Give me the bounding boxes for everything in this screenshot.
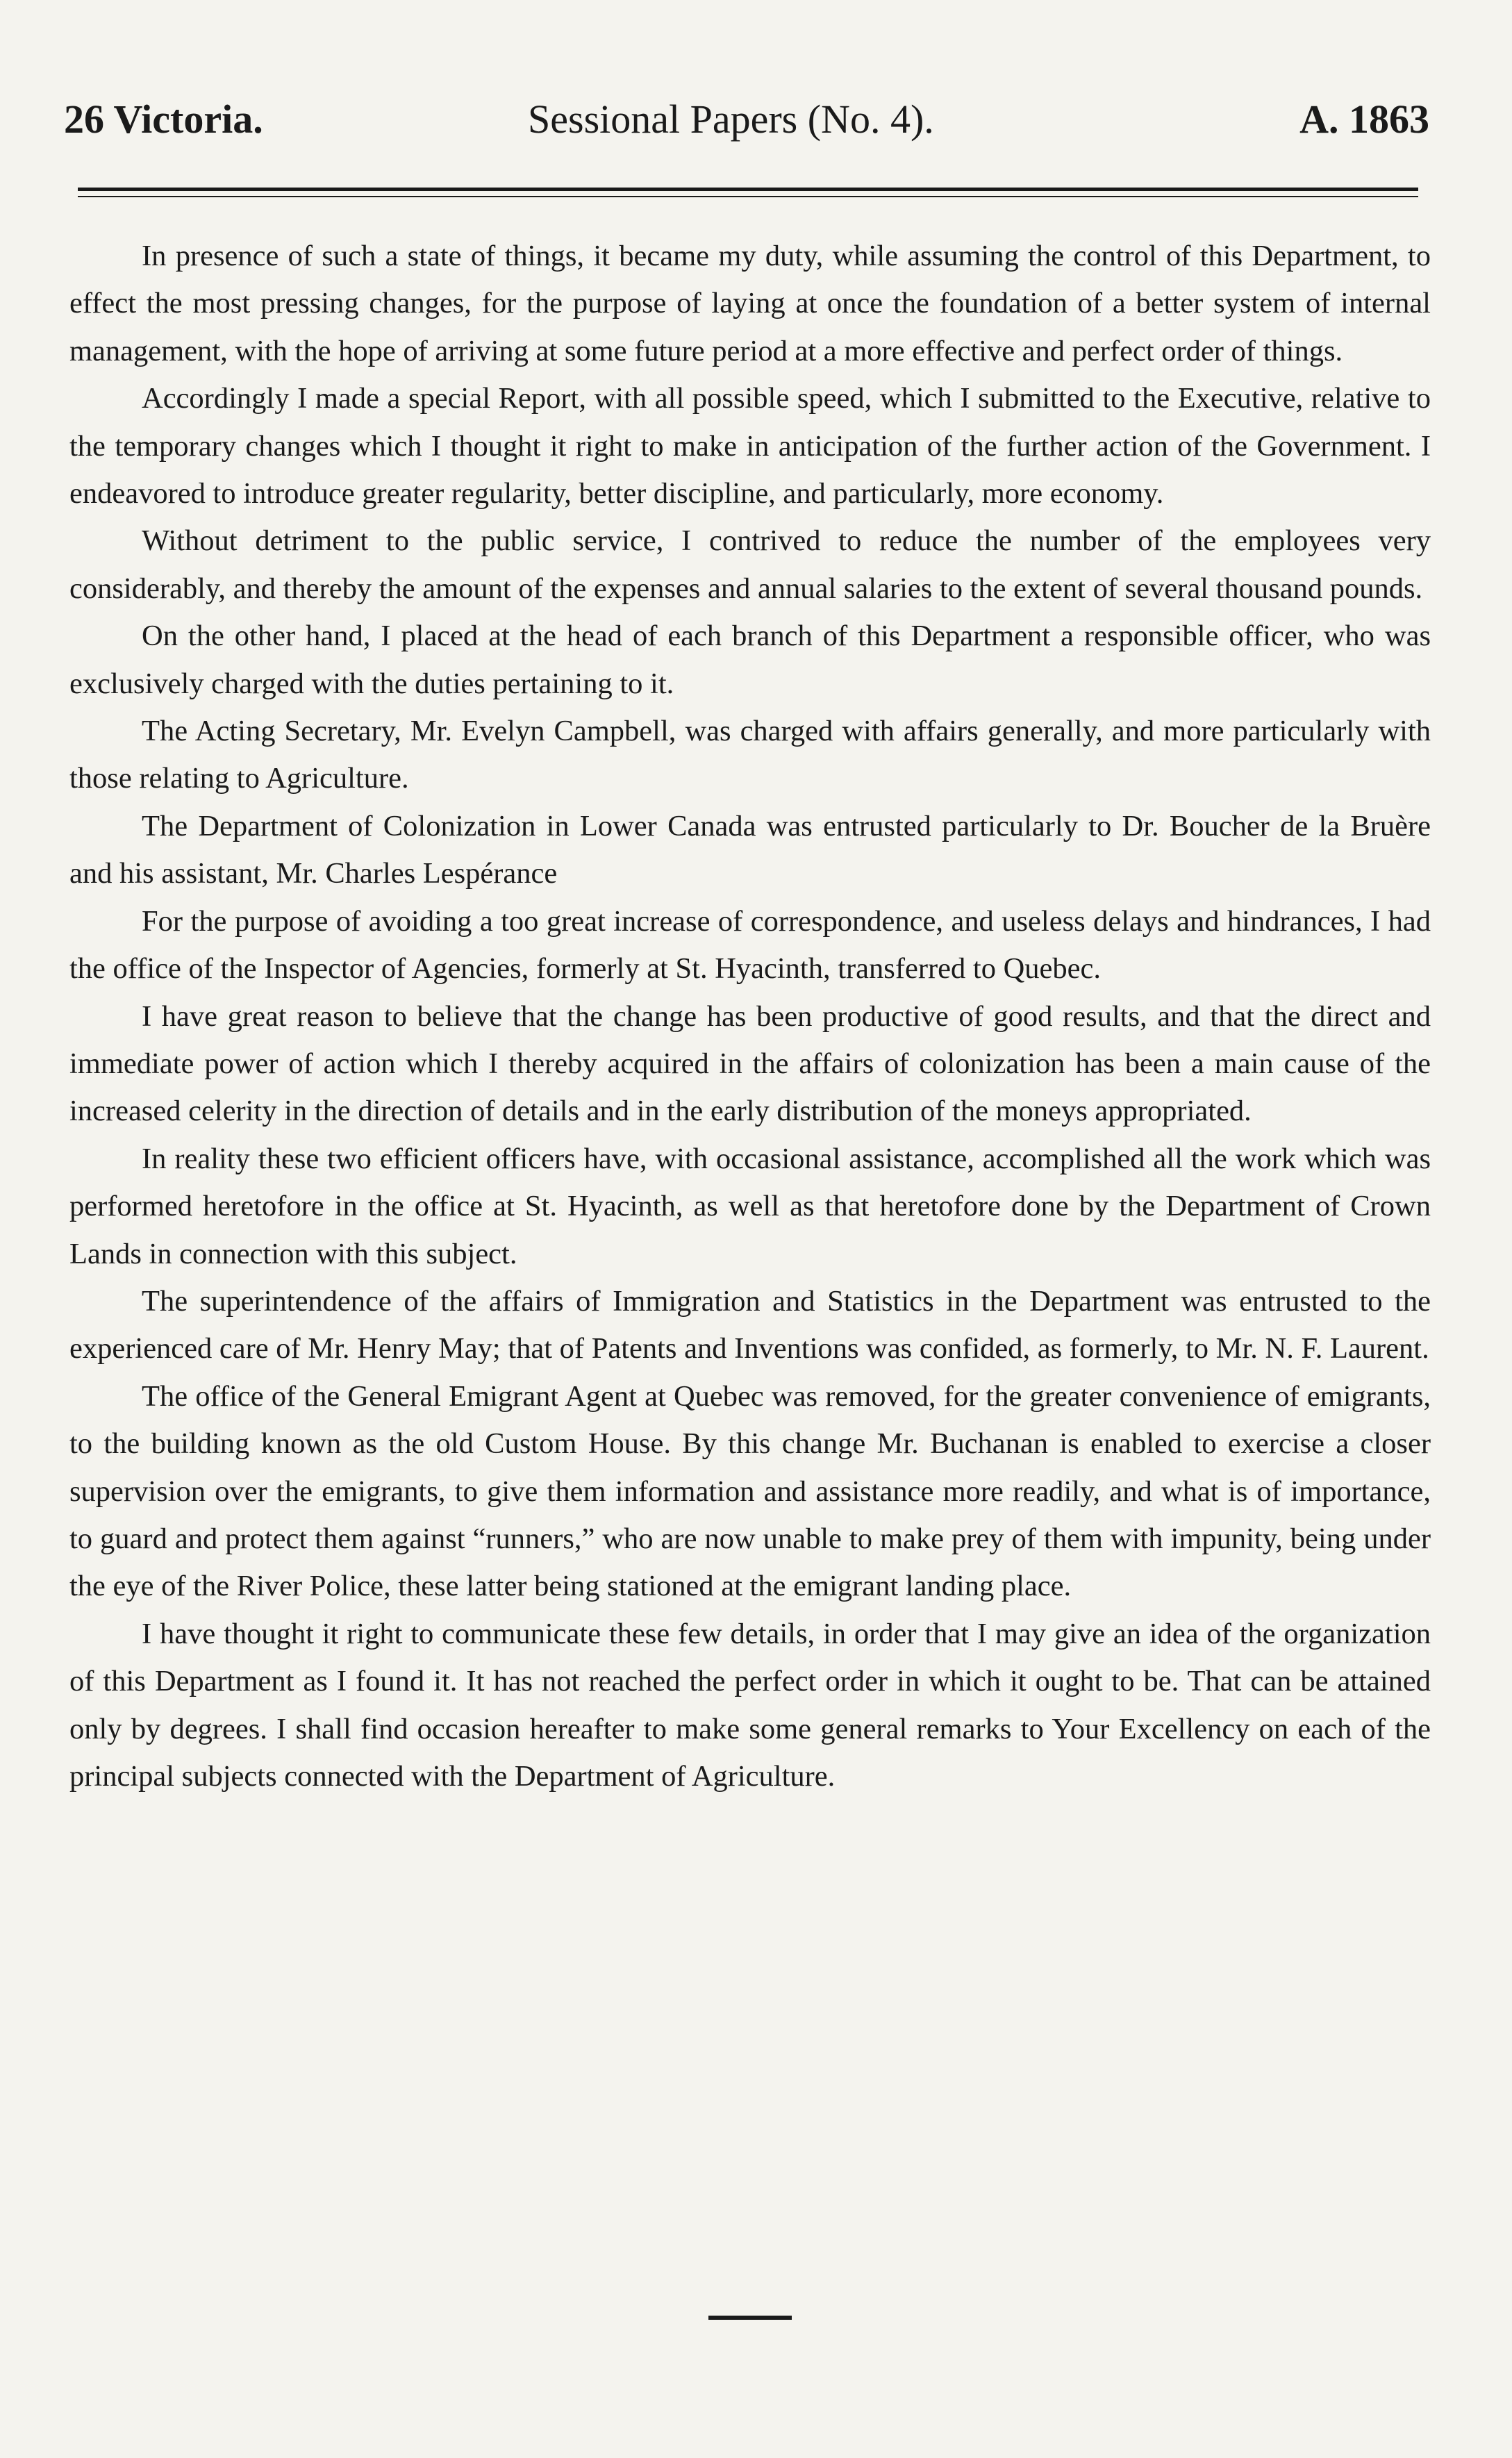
paragraph-8: I have great reason to believe that the change has been productive of good results, and that the direct and immediate power of action which I thereby acquired in the affairs of colonization has been a main cause of the increased celerity in the direction of details and in the early distribution of the moneys appropriated. [69, 999, 1431, 1128]
paragraph-12: I have thought it right to communicate these few details, in order that I may give an idea of the organization of this Department as I found it. It has not reached the perfect order in which it ought to be. That can be attained only by degrees. I shall find occasion hereafter to make some general remarks to Your Excellency on each of the principal subjects connected with the Department of Agriculture. [69, 1617, 1431, 1793]
paragraph-5: The Acting Secretary, Mr. Evelyn Campbell, was charged with affairs generally, and more particularly with those relating to Agriculture. [69, 715, 1431, 795]
paragraph-11: The office of the General Emigrant Agent at Quebec was removed, for the greater convenience of emigrants, to the building known as the old Custom House. By this change Mr. Buchanan is enabled to exercise a closer supervision over the emigrants, to give them information and assistance more readily, and what is of importance, to guard and protect them against “runners,” who are now unable to make prey of them with impunity, being under the eye of the River Police, these latter being stationed at the emigrant landing place. [69, 1379, 1431, 1603]
report-body [69, 233, 1431, 1800]
end-rule [708, 2316, 792, 2320]
paragraph-4: On the other hand, I placed at the head of each branch of this Department a responsible officer, who was exclusively charged with the duties pertaining to it. [69, 620, 1431, 700]
paragraph-10: The superintendence of the affairs of Immigration and Statistics in the Department was entrusted to the experienced care of Mr. Henry May; that of Patents and Inventions was confided, as formerly, to Mr. N. F. Laurent. [69, 1284, 1431, 1365]
page-header [61, 96, 1443, 151]
paragraph-6: The Department of Colonization in Lower Canada was entrusted particularly to Dr. Boucher de la Bruère and his assistant, Mr. Charles Lespérance [69, 809, 1431, 890]
header-session: 26 Victoria. [64, 97, 263, 142]
paragraph-3: Without detriment to the public service, I contrived to reduce the number of the employees very considerably, and thereby the amount of the expenses and annual salaries to the extent of several thousand pounds. [69, 524, 1431, 605]
header-year: A. 1863 [1299, 97, 1429, 142]
paragraph-9: In reality these two efficient officers have, with occasional assistance, accomplished all the work which was performed heretofore in the office at St. Hyacinth, as well as that heretofore done by the Department of Crown Lands in connection with this subject. [69, 1142, 1431, 1270]
header-title: Sessional Papers (No. 4). [528, 97, 934, 142]
header-rule-thin [78, 196, 1418, 197]
header-rule-thick [78, 188, 1418, 191]
paragraph-1: In presence of such a state of things, it became my duty, while assuming the control of this Department, to effect the most pressing changes, for the purpose of laying at once the foundation of a better system of internal management, with the hope of arriving at some future period at a more effective and perfect order of things. [69, 240, 1431, 367]
paragraph-7: For the purpose of avoiding a too great increase of correspondence, and useless delays and hindrances, I had the office of the Inspector of Agencies, formerly at St. Hyacinth, transferred to Quebec. [69, 904, 1431, 986]
paragraph-2: Accordingly I made a special Report, with all possible speed, which I submitted to the Executive, relative to the temporary changes which I thought it right to make in anticipation of the further action of the Government. I endeavored to introduce greater regularity, better discipline, and particularly, more economy. [69, 382, 1431, 510]
